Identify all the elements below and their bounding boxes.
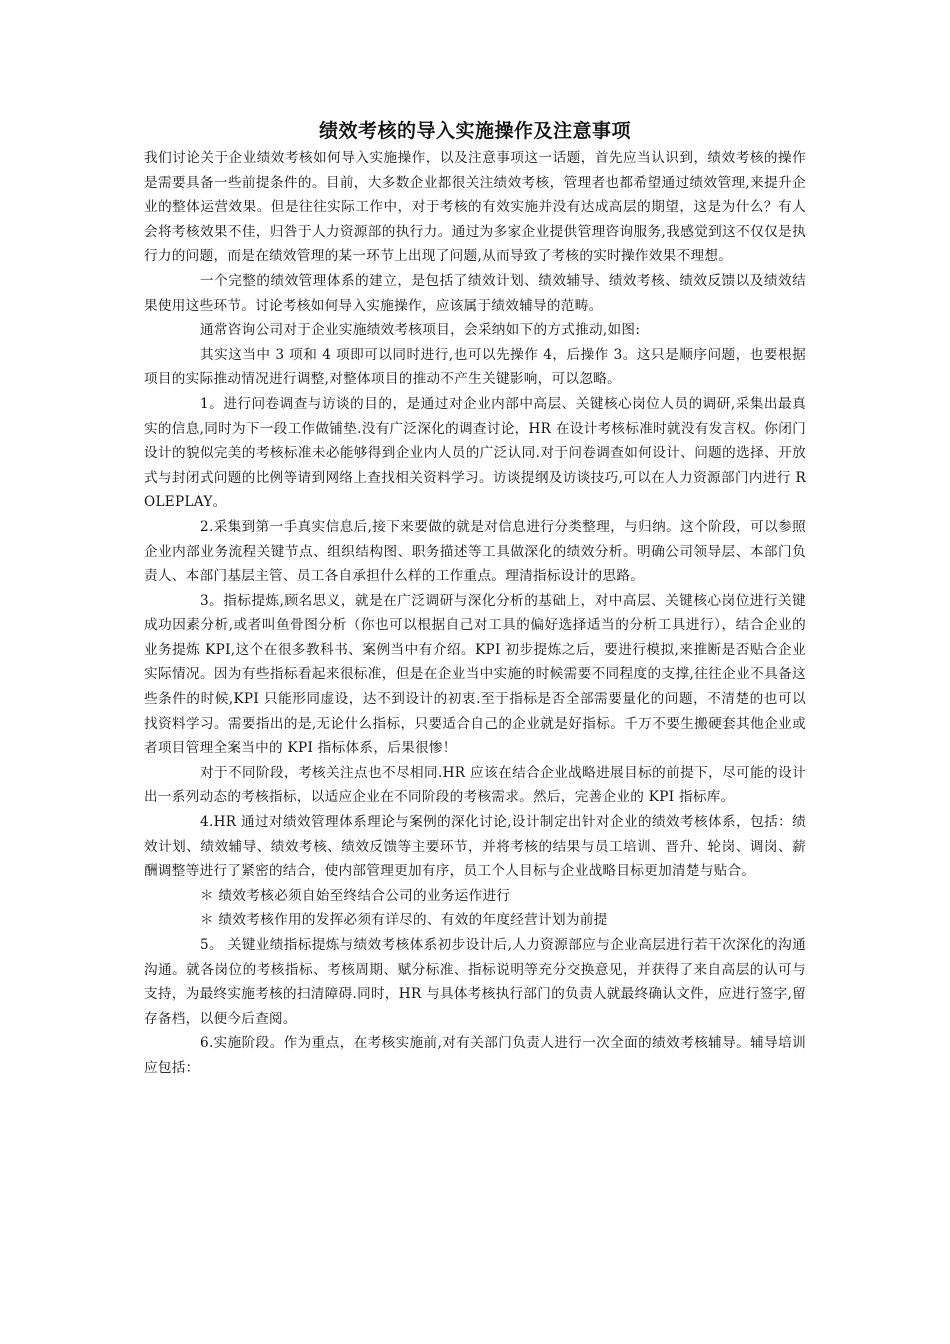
paragraph-step-6: 6.实施阶段。作为重点，在考核实施前,对有关部门负责人进行一次全面的绩效考核辅导。辅导培训应包括： <box>144 1035 806 1076</box>
document-page <box>144 118 806 1081</box>
paragraph-stages: 对于不同阶段，考核关注点也不尽相同.HR 应该在结合企业战略进展目标的前提下，尽可能的设计出一系列动态的考核指标，以适应企业在不同阶段的考核需求。然后，完善企业的 KPI 指标库。 <box>144 764 806 806</box>
paragraph-system: 一个完整的绩效管理体系的建立，是包括了绩效计划、绩效辅导、绩效考核、绩效反馈以及绩效结果使用这些环节。讨论考核如何导入实施操作，应该属于绩效辅导的范畴。 <box>144 272 806 314</box>
paragraph-order: 其实这当中 3 项和 4 项即可以同时进行,也可以先操作 4，后操作 3。这只是顺序问题，也要根据项目的实际推动情况进行调整,对整体项目的推动不产生关键影响，可以忽略。 <box>144 346 806 388</box>
paragraph-step-2: 2.采集到第一手真实信息后,接下来要做的就是对信息进行分类整理，与归纳。这个阶段，可以参照企业内部业务流程关键节点、组织结构图、职务描述等工具做深化的绩效分析。明确公司领导层、本部门负责人、本部门基层主管、员工各自承担什么样的工作重点。理清指标设计的思路。 <box>144 518 806 585</box>
paragraph-step-3: 3。指标提炼,顾名思义，就是在广泛调研与深化分析的基础上，对中高层、关键核心岗位进行关键成功因素分析,或者叫鱼骨图分析（你也可以根据自己对工具的偏好选择适当的分析工具进行），结合企业的业务提炼 KPI,这个在很多教科书、案例当中有介绍。KPI 初步提炼之后，要进行模拟,来推断是否贴合企业实际情况。因为有些指标看起来很标准，但是在企业当中实施的时候需要不同程度的支撑,往往企业不具备这些条件的时候,KPI 只能形同虚设，达不到设计的初衷.至于指标是否全部需要量化的问题，不清楚的也可以找资料学习。需要指出的是,无论什么指标，只要适合自己的企业就是好指标。千万不要生搬硬套其他企业或者项目管理全案当中的 KPI 指标体系，后果很惨！ <box>144 592 806 757</box>
paragraph-step-1: 1。进行问卷调查与访谈的目的，是通过对企业内部中高层、关键核心岗位人员的调研,采集出最真实的信息,同时为下一段工作做铺垫.没有广泛深化的调查讨论，HR 在设计考核标准时就没有发言权。你闭门设计的貌似完美的考核标准未必能够得到企业内人员的广泛认同.对于问卷调查如何设计、问题的选择、开放式与封闭式问题的比例等请到网络上查找相关资料学习。访谈提纲及访谈技巧,可以在人力资源部门内进行 ROLEPLAY。 <box>144 395 806 511</box>
bullet-item: ＊ 绩效考核作用的发挥必须有详尽的、有效的年度经营计划为前提 <box>200 912 608 929</box>
document-body <box>144 146 806 1081</box>
paragraph-step-5: 5。 关键业绩指标提炼与绩效考核体系初步设计后,人力资源部应与企业高层进行若干次深化的沟通沟通。就各岗位的考核指标、考核周期、赋分标准、指标说明等充分交换意见，并获得了来自高层的认可与支持，为最终实施考核的扫清障碍.同时，HR 与具体考核执行部门的负责人就最终确认文件，应进行签字,留存备档，以便今后查阅。 <box>144 937 806 1027</box>
bullet-item: ＊ 绩效考核必须自始至终结合公司的业务运作进行 <box>200 887 511 904</box>
paragraph-consulting: 通常咨询公司对于企业实施绩效考核项目，会采纳如下的方式推动,如图: <box>200 322 641 339</box>
paragraph-intro: 我们讨论关于企业绩效考核如何导入实施操作，以及注意事项这一话题，首先应当认识到，绩效考核的操作是需要具备一些前提条件的。目前，大多数企业都很关注绩效考核，管理者也都希望通过绩效管理,来提升企业的整体运营效果。但是往往实际工作中，对于考核的有效实施并没有达成高层的期望，这是为什么？有人会将考核效果不佳，归咎于人力资源部的执行力。通过为多家企业提供管理咨询服务,我感觉到这不仅仅是执行力的问题，而是在绩效管理的某一环节上出现了问题,从而导致了考核的实时操作效果不理想。 <box>144 150 806 265</box>
document-title: 绩效考核的导入实施操作及注意事项 <box>318 120 631 142</box>
paragraph-step-4: 4.HR 通过对绩效管理体系理论与案例的深化讨论,设计制定出针对企业的绩效考核体系，包括：绩效计划、绩效辅导、绩效考核、绩效反馈等主要环节，并将考核的结果与员工培训、晋升、轮岗、调岗、薪酬调整等进行了紧密的结合，使内部管理更加有序，员工个人目标与企业战略目标更加清楚与贴合。 <box>144 814 806 880</box>
